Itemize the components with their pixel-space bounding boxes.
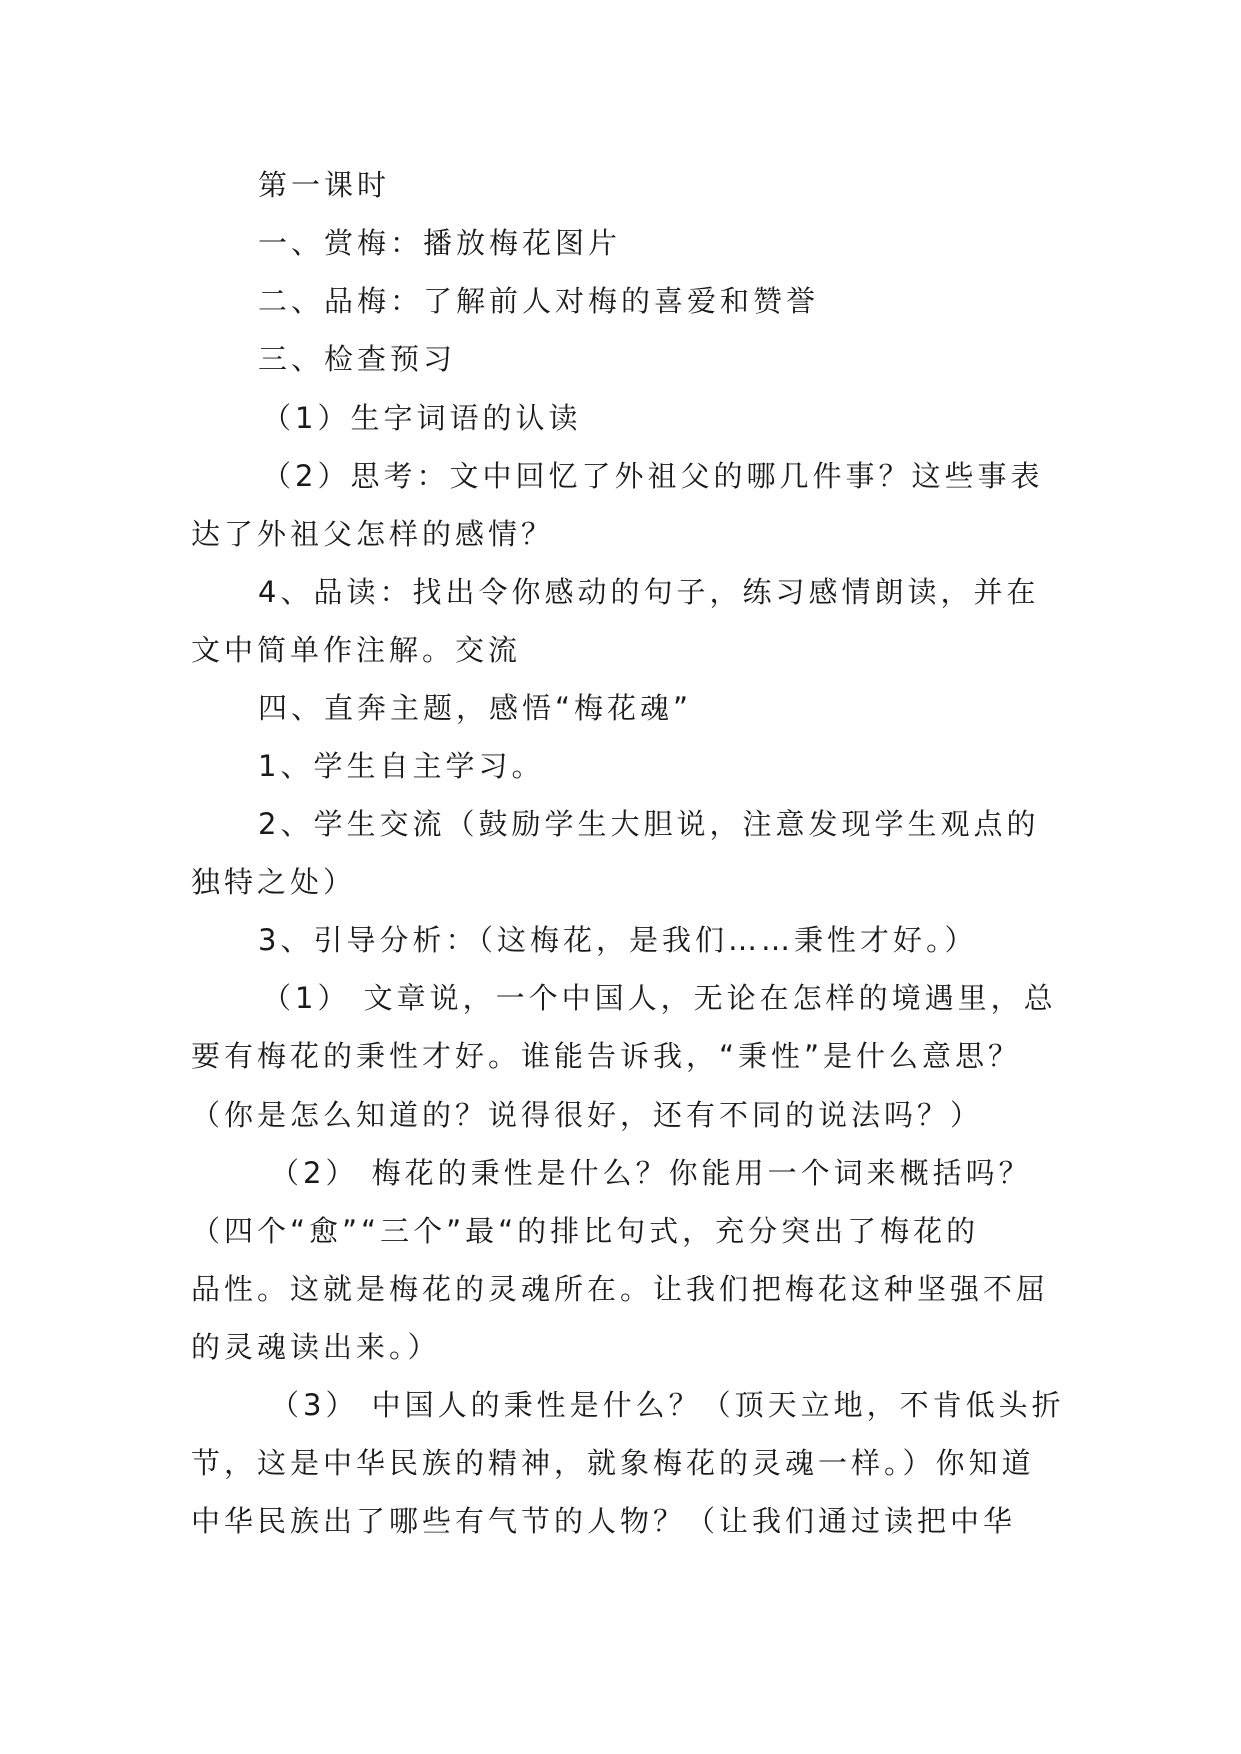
paragraph-line: （四个“愈”“三个”最“的排比句式，充分突出了梅花的 xyxy=(191,1214,980,1248)
section-heading-3: 三、检查预习 xyxy=(258,342,457,376)
paragraph-line: 独特之处） xyxy=(191,865,357,899)
paragraph-line: 中华民族出了哪些有气节的人物？（让我们通过读把中华 xyxy=(191,1504,1017,1538)
paragraph-line: 品性。这就是梅花的灵魂所在。让我们把梅花这种坚强不屈 xyxy=(191,1272,1050,1306)
paragraph-line: 4、品读：找出令你感动的句子，练习感情朗读，并在 xyxy=(258,575,1040,609)
paragraph-line: （2）思考：文中回忆了外祖父的哪几件事？这些事表 xyxy=(262,459,1044,493)
paragraph-line: （1）生字词语的认读 xyxy=(262,401,582,435)
paragraph-line: 2、学生交流（鼓励学生大胆说，注意发现学生观点的 xyxy=(258,807,1040,841)
paragraph-line: 达了外祖父怎样的感情？ xyxy=(191,517,555,551)
paragraph-line: （3） 中国人的秉性是什么？（顶天立地，不肯低头折 xyxy=(270,1388,1065,1422)
section-heading-1: 一、赏梅：播放梅花图片 xyxy=(258,226,622,260)
paragraph-line: （你是怎么知道的？说得很好，还有不同的说法吗？） xyxy=(191,1098,984,1132)
paragraph-line: （2） 梅花的秉性是什么？你能用一个词来概括吗？ xyxy=(270,1156,1032,1190)
paragraph-line: 3、引导分析：（这梅花，是我们……秉性才好。） xyxy=(258,923,978,957)
section-heading-2: 二、品梅：了解前人对梅的喜爱和赞誉 xyxy=(258,284,820,318)
paragraph-line: 要有梅花的秉性才好。谁能告诉我，“秉性”是什么意思？ xyxy=(191,1039,1022,1073)
paragraph-line: 文中简单作注解。交流 xyxy=(191,633,522,667)
paragraph-line: 节，这是中华民族的精神，就象梅花的灵魂一样。）你知道 xyxy=(191,1446,1035,1480)
paragraph-line: 1、学生自主学习。 xyxy=(258,749,545,783)
paragraph-line: （1） 文章说，一个中国人，无论在怎样的境遇里，总 xyxy=(262,981,1057,1015)
lesson-heading: 第一课时 xyxy=(258,168,391,202)
paragraph-line: 的灵魂读出来。） xyxy=(191,1330,441,1364)
section-heading-4: 四、直奔主题，感悟“梅花魂” xyxy=(258,691,693,725)
